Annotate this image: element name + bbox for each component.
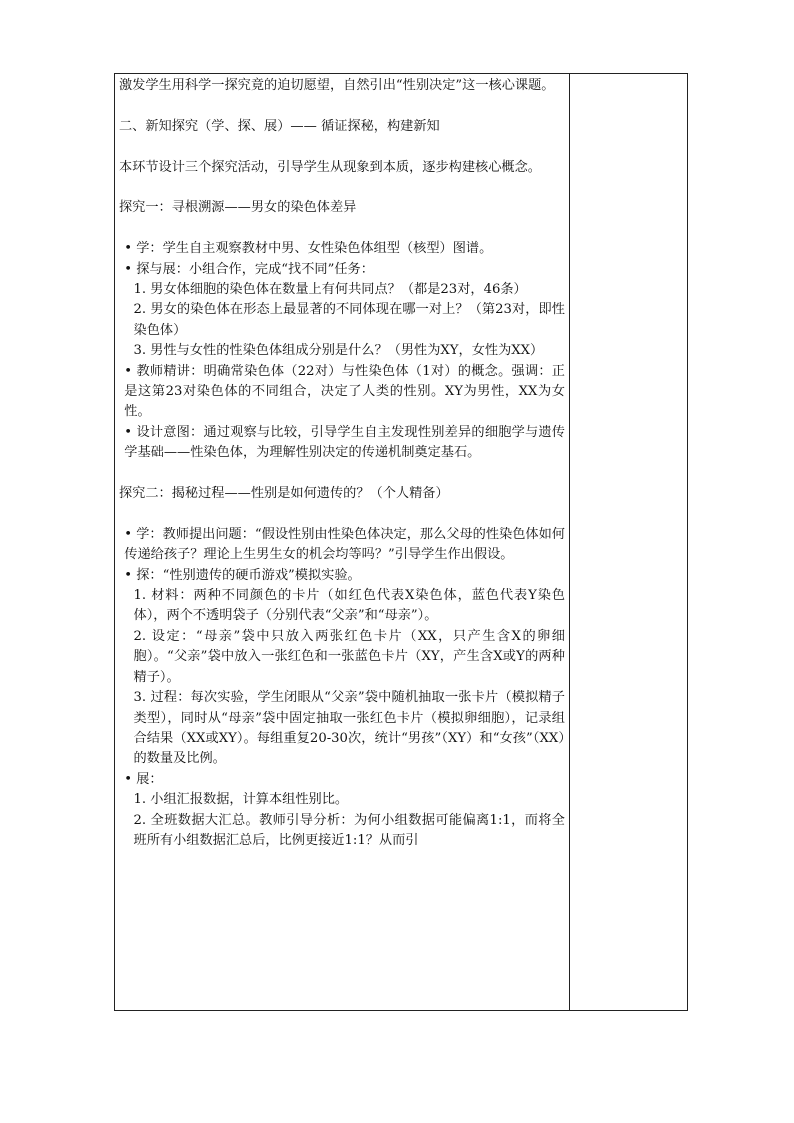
bullet-teacher-explains: • 教师精讲：明确常染色体（22对）与性染色体（1对）的概念。强调：正是这第23对染色体的不同组合，决定了人类的性别。XY为男性，XX为女性。 bbox=[124, 363, 565, 420]
heading-inquiry-two: 探究二：揭秘过程——性别是如何遗传的？（个人精备） bbox=[119, 486, 449, 502]
paragraph-intro-end: 激发学生用科学一探究竟的迫切愿望，自然引出“性别决定”这一核心课题。 bbox=[119, 78, 555, 93]
question-one: 1. 男女体细胞的染色体在数量上有何共同点？（都是23对，46条） bbox=[133, 282, 527, 297]
bullet-share: • 展： bbox=[124, 771, 163, 787]
bullet-explore-share: • 探与展：小组合作，完成“找不同”任务： bbox=[124, 261, 374, 277]
column-divider bbox=[569, 74, 570, 1010]
question-two: 2. 男女的染色体在形态上最显著的不同体现在哪一对上？（第23对，即性染色体） bbox=[133, 302, 565, 338]
share-step-two: 2. 全班数据大汇总。教师引导分析：为何小组数据可能偏离1:1，而将全班所有小组数据汇总后，比例更接近1:1？从而引 bbox=[133, 812, 565, 848]
question-three: 3. 男性与女性的性染色体组成分别是什么？（男性为XY，女性为XX） bbox=[133, 343, 544, 359]
bullet-learn: • 学：学生自主观察教材中男、女性染色体组型（核型）图谱。 bbox=[124, 241, 493, 257]
share-step-one: 1. 小组汇报数据，计算本组性别比。 bbox=[133, 792, 349, 808]
heading-inquiry-one: 探究一：寻根溯源——男女的染色体差异 bbox=[119, 200, 357, 216]
bullet-explore-game: • 探：“性别遗传的硬币游戏”模拟实验。 bbox=[124, 567, 361, 583]
lesson-content-cell bbox=[119, 76, 565, 851]
step-setup: 2. 设定：“母亲”袋中只放入两张红色卡片（XX，只产生含X的卵细胞）。“父亲”袋中放入一张红色和一张蓝色卡片（XY，产生含X或Y的两种精子）。 bbox=[133, 628, 565, 685]
step-process: 3. 过程：每次实验，学生闭眼从“父亲”袋中随机抽取一张卡片（模拟精子类型），同时从“母亲”袋中固定抽取一张红色卡片（模拟卵细胞），记录组合结果（XX或XY）。每组重复20-30次，统计“男孩”（XY）和“女孩”（XX）的数量及比例。 bbox=[133, 690, 565, 767]
bullet-design-intent: • 设计意图：通过观察与比较，引导学生自主发现性别差异的细胞学与遗传学基础——性染色体，为理解性别决定的传递机制奠定基石。 bbox=[124, 424, 565, 461]
step-materials: 1. 材料：两种不同颜色的卡片（如红色代表X染色体，蓝色代表Y染色体），两个不透明袋子（分别代表“父亲”和“母亲”）。 bbox=[133, 588, 565, 624]
section-heading-new-knowledge: 二、新知探究（学、探、展）—— 循证探秘，构建新知 bbox=[119, 118, 440, 134]
lesson-plan-table bbox=[114, 73, 688, 1011]
paragraph-section-overview: 本环节设计三个探究活动，引导学生从现象到本质，逐步构建核心概念。 bbox=[119, 159, 541, 175]
bullet-learn-question: • 学：教师提出问题：“假设性别由性染色体决定，那么父母的性染色体如何传递给孩子？理论上生男生女的机会均等吗？”引导学生作出假设。 bbox=[124, 526, 565, 563]
